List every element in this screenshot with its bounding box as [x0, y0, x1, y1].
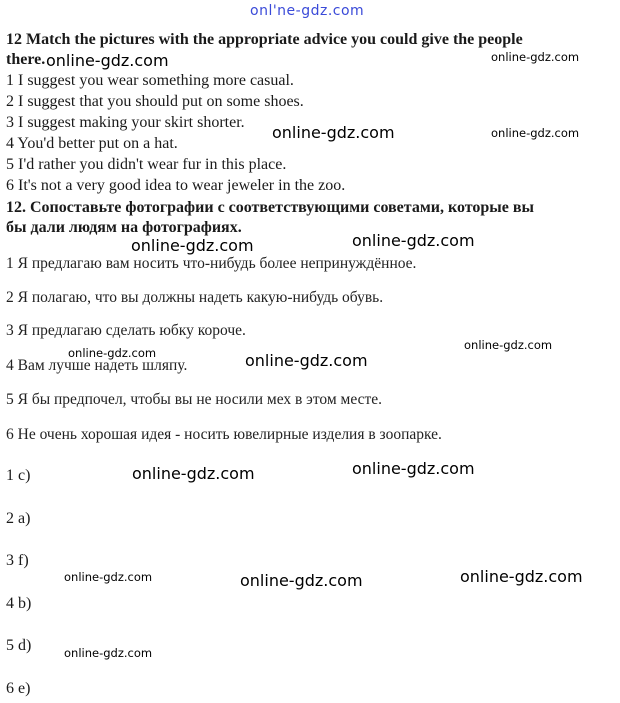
watermark: online-gdz.com — [132, 464, 255, 483]
english-item-6: 6 It's not a very good idea to wear jeweler in the zoo. — [6, 177, 346, 194]
watermark: online-gdz.com — [460, 567, 583, 586]
russian-title-line2: бы дали людям на фотографиях. — [6, 219, 242, 236]
russian-item-1: 1 Я предлагаю вам носить что-нибудь более непринуждённое. — [6, 255, 417, 272]
answer-5: 5 d) — [6, 637, 32, 654]
answer-6: 6 e) — [6, 680, 31, 697]
russian-item-3: 3 Я предлагаю сделать юбку короче. — [6, 322, 246, 339]
watermark: online-gdz.com — [352, 231, 475, 250]
russian-item-2: 2 Я полагаю, что вы должны надеть какую-нибудь обувь. — [6, 289, 384, 306]
watermark: online-gdz.com — [240, 571, 363, 590]
answer-1: 1 c) — [6, 467, 31, 484]
watermark: online-gdz.com — [272, 123, 395, 142]
russian-item-4: 4 Вам лучше надеть шляпу. — [6, 357, 188, 374]
answer-2: 2 a) — [6, 510, 31, 527]
russian-item-6: 6 Не очень хорошая идея - носить ювелирные изделия в зоопарке. — [6, 426, 442, 443]
russian-title-line1: 12. Сопоставьте фотографии с соответствующими советами, которые вы — [6, 199, 535, 216]
english-title-line2: there. — [6, 51, 46, 68]
english-item-1: 1 I suggest you wear something more casual. — [6, 72, 294, 89]
english-item-5: 5 I'd rather you didn't wear fur in this place. — [6, 156, 287, 173]
watermark: online-gdz.com — [131, 236, 254, 255]
watermark: online-gdz.com — [491, 50, 580, 64]
watermark: online-gdz.com — [64, 646, 153, 660]
header-watermark: onl'ne-gdz.com — [250, 3, 365, 19]
watermark: online-gdz.com — [491, 126, 580, 140]
english-item-4: 4 You'd better put on a hat. — [6, 135, 178, 152]
watermark: online-gdz.com — [46, 51, 169, 70]
english-item-2: 2 I suggest that you should put on some shoes. — [6, 93, 304, 110]
watermark: online-gdz.com — [68, 346, 157, 360]
watermark: online-gdz.com — [245, 351, 368, 370]
watermark: online-gdz.com — [64, 570, 153, 584]
russian-item-5: 5 Я бы предпочел, чтобы вы не носили мех в этом месте. — [6, 391, 383, 408]
english-item-3: 3 I suggest making your skirt shorter. — [6, 114, 245, 131]
english-title-line1: 12 Match the pictures with the appropriate advice you could give the people — [6, 31, 523, 48]
watermark: online-gdz.com — [464, 338, 553, 352]
answer-3: 3 f) — [6, 552, 29, 569]
answer-4: 4 b) — [6, 595, 32, 612]
watermark: online-gdz.com — [352, 459, 475, 478]
